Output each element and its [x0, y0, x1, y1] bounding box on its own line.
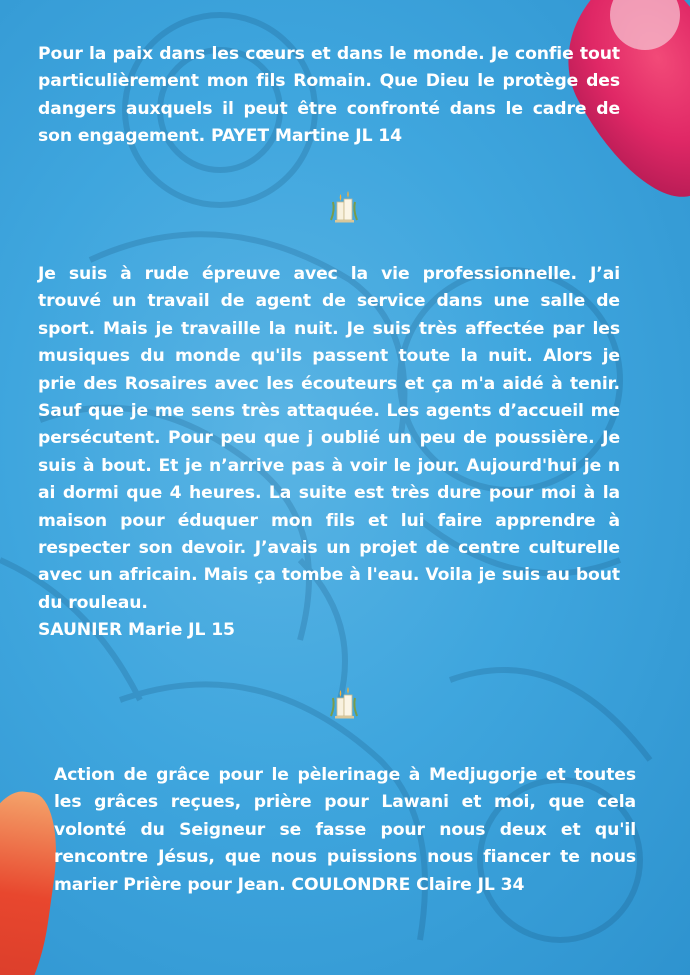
prayer-3	[54, 762, 636, 899]
prayer-1	[38, 41, 620, 151]
prayer-1-text: Pour la paix dans les cœurs et dans le monde. Je confie tout particulièrement mon fils Romain. Que Dieu le protège des dangers auxquels il peut être confronté dans le cadre de son engagement. PAYET Martine JL 14	[38, 44, 620, 147]
candles-icon	[329, 190, 359, 224]
candles-icon	[329, 686, 359, 720]
prayer-2	[38, 261, 620, 645]
prayer-2-signature: SAUNIER Marie JL 15	[38, 620, 235, 641]
prayer-3-text: Action de grâce pour le pèlerinage à Medjugorje et toutes les grâces reçues, prière pour Lawani et moi, que cela volonté du Seigneur se fasse pour nous deux et qu'il rencontre Jésus, que nous puissions nous fiancer te nous marier Prière pour Jean. COULONDRE Claire JL 34	[54, 765, 636, 895]
prayer-2-text: Je suis à rude épreuve avec la vie professionnelle. J’ai trouvé un travail de agent de service dans une salle de sport. Mais je travaille la nuit. Je suis très affectée par les musiques du monde qu'ils passent toute la nuit. Alors je prie des Rosaires avec les écouteurs et ça m'a aidé à tenir. Sauf que je me sens très attaquée. Les agents d’accueil me persécutent. Pour peu que j oublié un peu de poussière. Je suis à bout. Et je n’arrive pas à voir le jour. Aujourd'hui je n ai dormi que 4 heures. La suite est très dure pour moi à la maison pour éduquer mon fils et lui faire apprendre à respecter son devoir. J’avais un projet de centre culturelle avec un africain. Mais ça tombe à l'eau. Voila je suis au bout du rouleau.	[38, 264, 620, 613]
